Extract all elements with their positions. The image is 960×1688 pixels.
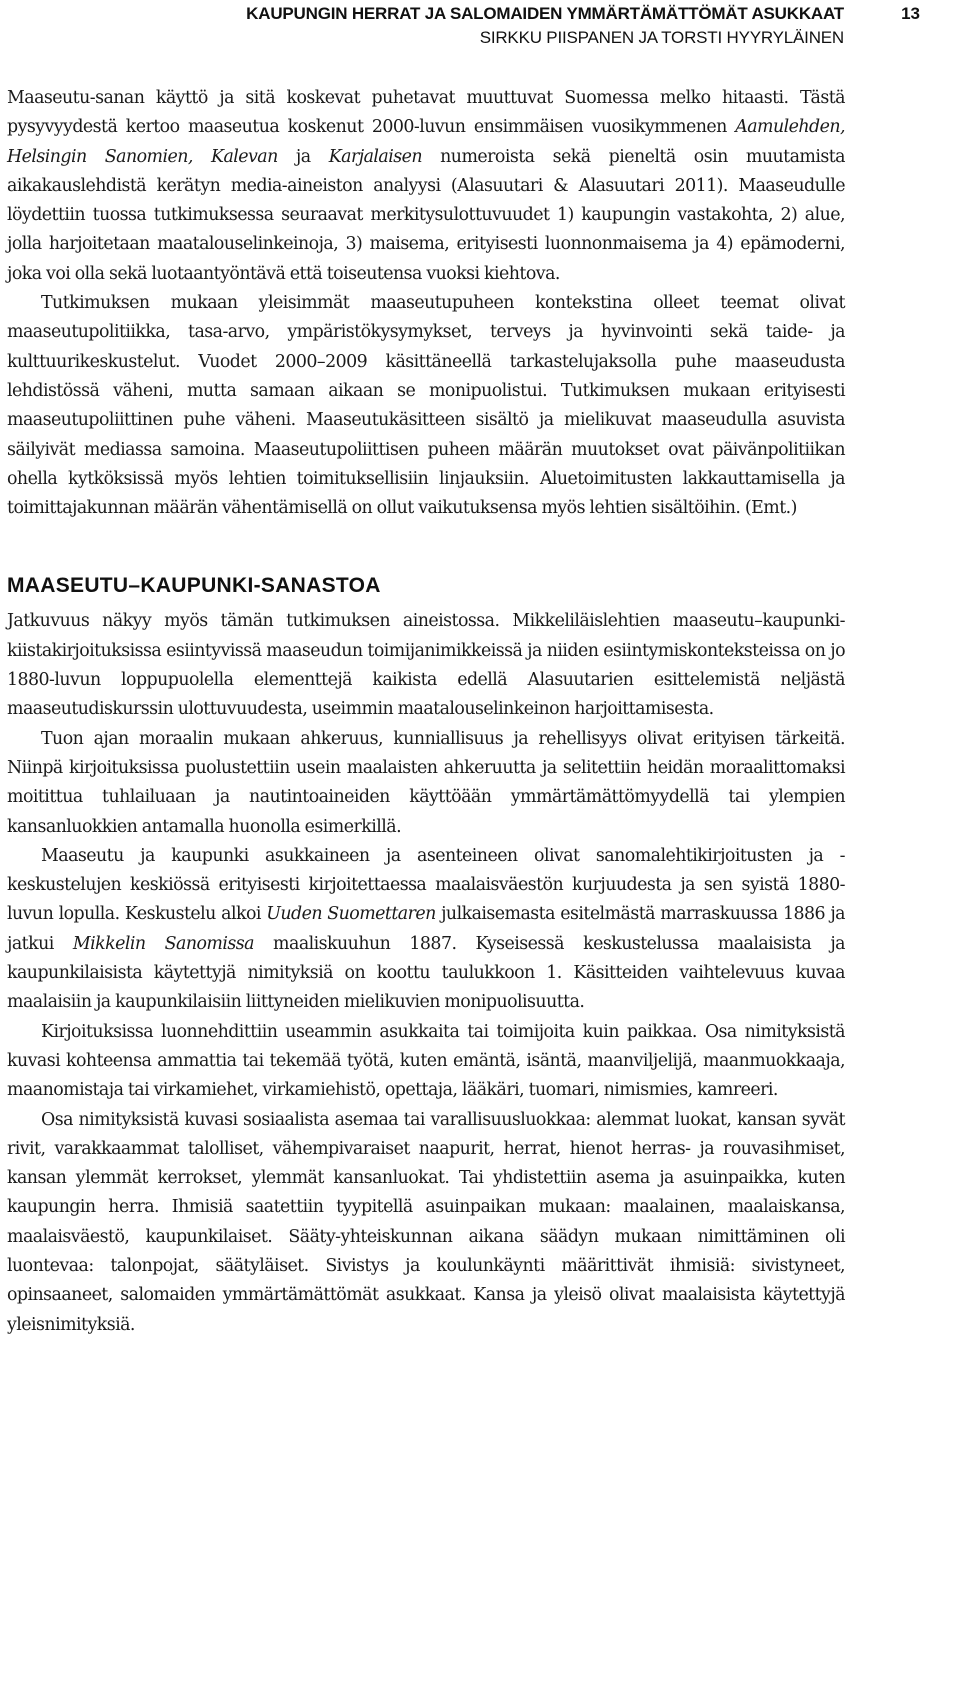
paragraph-text: numeroista sekä pieneltä osin muutamista aikakauslehdistä kerätyn media-aineiston analyysi (Alasuutari & Alasuutari 2011). Maaseudulle löydettiin tuossa tutkimuksessa seuraavat merkitysulottuvuudet 1) kaupungin vastakohta, 2) alue, jolla harjoitetaan maatalouselinkeinoja, 3) maisema, erityisesti luonnonmaisema ja 4) epämoderni, joka voi olla sekä luotaantyöntävä että toiseutensa vuoksi kiehtova. (7, 146, 845, 284)
section-heading: MAASEUTU–KAUPUNKI-SANASTOA (7, 574, 381, 598)
paragraph (7, 84, 845, 289)
paragraph: Tuon ajan moraalin mukaan ahkeruus, kunniallisuus ja rehellisyys olivat erityisen tärkeitä. Niinpä kirjoituksissa puolustettiin usein maalaisten ahkeruutta ja selitettiin heidän moraalittomaksi moitittua tuhlailuaan ja nautintoaineiden käyttöään ymmärtämättömyydellä tai ylempien kansanluokkien antamalla huonolla esimerkillä. (7, 728, 845, 837)
paragraph-text: ja (277, 146, 329, 167)
paragraph-text: julkaisemasta esitelmästä marraskuussa 1886 ja jatkui (7, 904, 845, 954)
paragraph-text: maaliskuuhun 1887. Kyseisessä keskustelussa maalaisista ja kaupunkilaisista käytettyjä nimityksiä on koottu taulukkoon 1. Käsitteiden vaihtelevuus kuvaa maalaisiin ja kaupunkilaisiin liittyneiden mielikuvien monipuolisuutta. (7, 933, 845, 1013)
page-number: 13 (901, 4, 920, 23)
newspaper-name: Mikkelin Sanomissa (72, 933, 254, 954)
newspaper-names: Aamulehden, Helsingin Sanomien, Kalevan (7, 117, 845, 167)
paragraph: Tutkimuksen mukaan yleisimmät maaseutupuheen kontekstina olleet teemat olivat maaseutupolitiikka, tasa-arvo, ympäristökysymykset, terveys ja hyvinvointi sekä taide- ja kulttuurikeskustelut. Vuodet 2000–2009 käsittäneellä tarkastelujaksolla puhe maaseudusta lehdistössä väheni, mutta samaan aikaan se monipuolistui. Tutkimuksen mukaan erityisesti maaseutupoliittinen puhe väheni. Maaseutukäsitteen sisältö ja mielikuvat maaseudulla asuvista säilyivät mediassa samoina. Maaseutupoliittisen puheen määrän muutokset ovat päivänpolitiikan ohella kytköksissä myös lehtien toimituksellisiin linjauksiin. Aluetoimitusten lakkauttamisella ja toimittajakunnan määrän vähentämisellä on ollut vaikutuksensa myös lehtien sisältöihin. (Emt.) (7, 293, 845, 519)
paragraph-text: Maaseutu ja kaupunki asukkaineen ja asenteineen olivat sanomalehtikirjoitusten ja -keskustelujen keskiössä erityisesti kirjoitettaessa maalaisväestön kurjuudesta ja sen syistä 1880-luvun lopulla. Keskustelu alkoi (7, 845, 845, 925)
paragraph: Osa nimityksistä kuvasi sosiaalista asemaa tai varallisuusluokkaa: alemmat luokat, kansan syvät rivit, varakkaammat talolliset, vähempivaraiset naapurit, herrat, hienot herras- ja rouvasihmiset, kansan ylemmät kerrokset, ylemmät kansanluokat. Tai yhdistettiin asema ja asuinpaikka, kuten kaupungin herra. Ihmisiä saatettiin tyypitellä asuinpaikan mukaan: maalainen, maalaiskansa, maalaisväestö, kaupunkilaiset. Sääty-yhteiskunnan aikana säädyn mukaan nimittäminen oli luontevaa: talonpojat, säätyläiset. Sivistys ja koulunkäynti määrittivät ihmisiä: sivistyneet, opinsaaneet, salomaiden ymmärtämättömät asukkaat. Kansa ja yleisö olivat maalaisista käytettyjä yleisnimityksiä. (7, 1109, 845, 1335)
paragraph: Jatkuvuus näkyy myös tämän tutkimuksen aineistossa. Mikkeliläislehtien maaseutu–kaupunki-kiistakirjoituksissa esiintyvissä maaseudun toimijanimikkeissä ja niiden esiintymiskonteksteissa on jo 1880-luvun loppupuolella elementtejä kaikista edellä Alasuutarien esittelemistä neljästä maaseutudiskurssin ulottuvuudesta, useimmin maatalouselinkeinon harjoittamisesta. (7, 611, 845, 720)
newspaper-name: Karjalaisen (328, 146, 423, 167)
paragraph-text: Maaseutu-sanan käyttö ja sitä koskevat puhetavat muuttuvat Suomessa melko hitaasti. Tästä pysyvyydestä kertoo maaseutua koskenut 2000-luvun ensimmäisen vuosikymmenen (7, 88, 845, 138)
article-body (7, 84, 845, 1340)
paragraph: Kirjoituksissa luonnehdittiin useammin asukkaita tai toimijoita kuin paikkaa. Osa nimityksistä kuvasi kohteensa ammattia tai tekemää työtä, kuten emäntä, isäntä, maanviljelijä, maanmuokkaaja, maanomistaja tai virkamiehet, virkamiehistö, opettaja, lääkäri, tuomari, nimismies, kamreeri. (7, 1021, 845, 1101)
newspaper-name: Uuden Suomettaren (266, 904, 436, 925)
running-header (0, 4, 960, 56)
running-authors: SIRKKU PIISPANEN JA TORSTI HYYRYLÄINEN (479, 28, 844, 47)
running-title: KAUPUNGIN HERRAT JA SALOMAIDEN YMMÄRTÄMÄTTÖMÄT ASUKKAAT (246, 4, 844, 23)
paragraph (7, 842, 845, 1018)
